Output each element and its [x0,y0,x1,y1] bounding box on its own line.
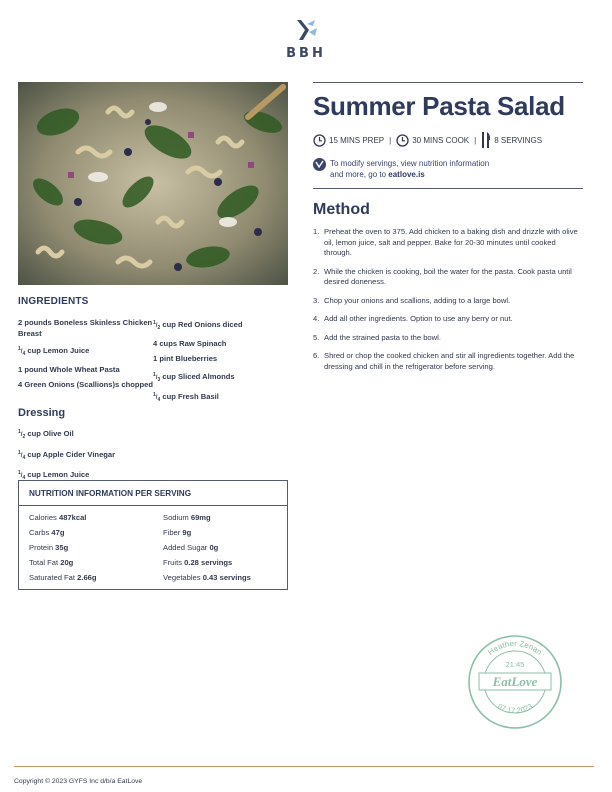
ingredient-item [153,390,287,406]
fraction: $^1/_2$ [18,429,26,441]
ingredient-item [153,318,287,334]
prep-time: 15 MINS PREP [329,135,385,145]
nutrition-row [163,528,251,539]
utensils-icon [481,132,491,148]
ingredients-list-left [18,318,154,396]
nutrient-value: 0g [209,543,219,552]
fraction: $^1/_4$ [153,392,161,404]
method-step [313,333,583,344]
ingredient-text: cup Red Onions diced [160,320,243,329]
step-number: 6. [313,351,320,360]
recipe-photo [18,82,288,285]
ingredient-item [18,318,154,339]
clock-icon [396,134,409,147]
ingredients-heading: INGREDIENTS [18,296,89,307]
recipe-title: Summer Pasta Salad [313,91,565,121]
footer-divider [14,766,594,767]
title-divider [313,82,583,83]
ingredient-text: 1 pint Blueberries [153,354,218,364]
ingredient-text: 4 Green Onions (Scallions)s chopped [18,380,154,390]
ingredient-text: 2 pounds Boneless Skinless Chicken Breast [18,318,153,338]
nutrient-label: Calories [29,513,59,522]
nutrition-panel [18,480,288,590]
dressing-heading: Dressing [18,407,66,419]
nutrition-column-left [29,513,97,588]
ingredient-item [18,365,154,376]
meta-separator: | [474,135,477,145]
dressing-text: cup Lemon Juice [25,470,90,480]
ingredient-item [18,380,154,391]
step-text: Add the strained pasta to the bowl. [324,332,441,342]
nutrient-label: Fiber [163,528,183,537]
ingredient-text: cup Fresh Basil [160,392,219,402]
clock-icon [313,134,326,147]
nutrition-row [163,543,251,554]
nutrition-row [29,573,97,584]
nutrition-column-right [163,513,251,588]
nutrient-label: Vegetables [163,573,203,582]
step-number: 4. [313,314,320,323]
nutrient-label: Saturated Fat [29,573,78,582]
stamp-date: 07.17.2023 [496,701,534,715]
nutrition-row [29,558,97,569]
nutrient-label: Added Sugar [163,543,210,552]
nutrition-row [29,513,97,524]
cook-time: 30 MINS COOK [412,135,470,145]
nutrient-label: Fruits [163,558,185,567]
fraction: $^1/_4$ [18,449,26,461]
nutrient-value: 487kcal [58,513,87,522]
method-divider [313,188,583,189]
ingredient-item [153,354,287,365]
nutrition-row [29,543,97,554]
ingredient-item [153,339,287,350]
fraction: $^1/_2$ [153,320,161,332]
step-number: 5. [313,332,320,342]
servings: 8 SERVINGS [494,135,543,145]
stamp-time: 21:45 [505,660,525,669]
brand-mark-icon [291,18,321,44]
nutrient-label: Carbs [29,528,52,537]
stamp-brand: EatLove [492,674,538,689]
step-number: 2. [313,266,320,276]
ingredient-text: 4 cups Raw Spinach [153,338,227,348]
fraction: $^1/_3$ [153,371,161,383]
recipe-meta [313,132,583,148]
nutrient-value: 35g [55,543,69,552]
method-heading: Method [313,201,370,218]
ingredient-item [18,344,154,360]
nutrient-value: 0.28 servings [184,558,233,567]
eatlove-icon [313,158,326,174]
method-step [313,296,583,307]
eatlove-link[interactable]: eatlove.is [388,170,425,179]
nutrition-row [163,573,251,584]
ingredients-list-right [153,318,287,411]
nutrition-row [29,528,97,539]
fraction: $^1/_4$ [18,470,26,482]
note-text: and more, go to [330,170,387,179]
nutrition-heading: NUTRITION INFORMATION PER SERVING [19,481,287,506]
nutrition-row [163,513,251,524]
ingredient-text: cup Sliced Almonds [160,371,235,381]
nutrient-label: Total Fat [29,558,61,567]
method-step [313,267,583,288]
step-text: Preheat the oven to 375. Add chicken to a baking dish and drizzle with olive oil, lemon juice, salt and pepper. Bake for 20-30 minutes until cooked through. [324,227,578,257]
dressing-item [18,427,115,443]
nutrient-label: Sodium [163,513,191,522]
nutrient-value: 69mg [190,513,211,522]
method-step [313,314,583,325]
dressing-text: cup Apple Cider Vinegar [25,449,116,459]
ingredient-item [153,370,287,386]
brand-logo [279,18,333,61]
method-step [313,227,583,259]
note-line-2 [330,169,489,180]
recipe-header [313,82,583,380]
nutrient-value: 0.43 servings [202,573,251,582]
eatlove-stamp [465,632,565,732]
dressing-text: cup Olive Oil [25,429,74,438]
svg-text:07.17.2023 [496,702,534,715]
nutrient-value: 20g [60,558,74,567]
dressing-item [18,448,115,464]
fraction: $^1/_4$ [18,346,26,358]
step-text: While the chicken is cooking, boil the water for the pasta. Cook pasta until desired doneness. [324,266,572,286]
nutrient-value: 9g [182,528,192,537]
ingredient-text: cup Lemon Juice [25,346,90,355]
svg-text:Heather Zenan [486,639,544,657]
nutrient-label: Protein [29,543,56,552]
meta-separator: | [389,135,392,145]
step-number: 1. [313,227,320,236]
nutrient-value: 2.66g [77,573,97,582]
brand-name: BBH [286,46,326,61]
method-step [313,351,583,372]
nutrition-row [163,558,251,569]
stamp-name: Heather Zenan [486,638,544,657]
ingredient-text: 1 pound Whole Wheat Pasta [18,364,120,374]
nutrient-value: 47g [51,528,65,537]
step-number: 3. [313,295,320,305]
step-text: Chop your onions and scallions, adding to a large bowl. [324,295,511,305]
copyright: Copyright © 2023 GYFS Inc d/b/a EatLove [14,778,143,785]
step-text: Add all other ingredients. Option to use any berry or nut. [324,314,513,323]
note-line-1: To modify servings, view nutrition information [330,159,490,168]
method-steps [313,227,583,372]
step-text: Shred or chop the cooked chicken and stir all ingredients together. Add the dressing and chill in the refrigerator before serving. [324,351,575,371]
servings-note [313,158,583,180]
